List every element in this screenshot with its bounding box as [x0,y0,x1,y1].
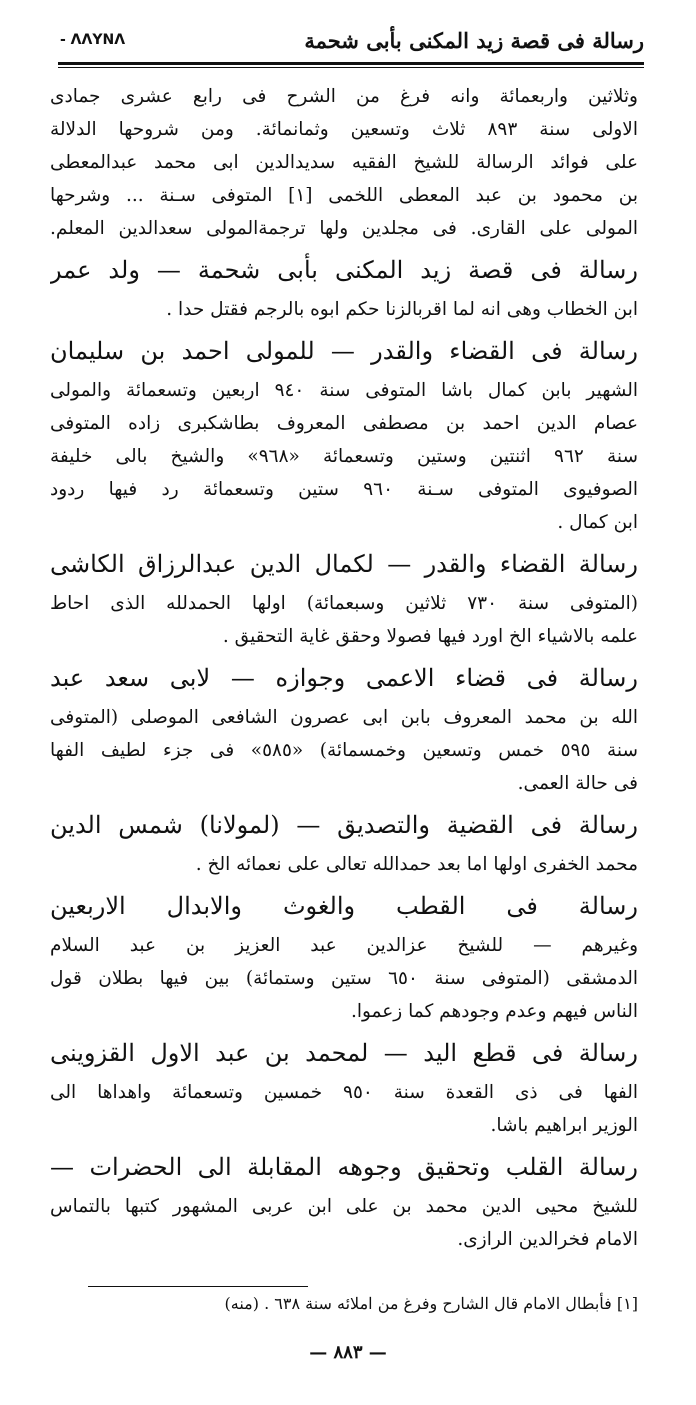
text-line: الناس فيهم وعدم وجودهم كما زعموا. [350,1001,638,1022]
footnote: [١] فأبطال الامام قال الشارح وفرغ من املائه سنة ٦٣٨ . (منه) [224,1294,638,1313]
entry-qutb-ghawth [50,883,638,1028]
entry-zayd [50,247,638,326]
text-line: سنة ٥٩٥ خمس وتسعين وخمسمائة) «٥٨٥» فى جزء لطيف الفها [50,740,638,761]
entry-qada-aama [50,655,638,800]
entry-continuation [50,80,638,245]
entry-heading: رسالة فى قطع اليد — لمحمد بن عبد الاول القزوينى [50,1039,638,1067]
text-line: الاولى سنة ٨٩٣ ثلاث وتسعين وثمانمائة. ومن شروحها الدلالة [50,119,638,140]
body-text [50,80,638,1258]
entry-heading: رسالة فى قصة زيد المكنى بأبى شحمة — ولد عمر [50,256,638,284]
entry-qada-qadar-2 [50,541,638,653]
page-number: — ٨٨٣ — [309,1342,387,1363]
running-title: رسالة فى قصة زيد المكنى بأبى شحمة [304,28,644,53]
entry-heading: رسالة فى القضية والتصديق — (لمولانا) شمس الدين [50,811,638,839]
text-line: علمه بالاشياء الخ اورد فيها فصولا وحقق غاية التحقيق . [222,626,638,647]
text-line: وثلاثين واربعمائة وانه فرغ من الشرح فى رابع عشرى جمادى [50,86,638,107]
text-line: على فوائد الرسالة للشيخ الفقيه سديدالدين ابى محمد عبدالمعطى [50,152,638,173]
entry-heading: رسالة فى قضاء الاعمى وجوازه — لابى سعد عبد [50,664,638,692]
header-rule-thin [58,67,644,68]
header-rule-thick [58,62,644,65]
entry-qalb [50,1144,638,1256]
entry-heading: رسالة فى القضاء والقدر — للمولى احمد بن سليمان [50,337,638,365]
text-line: (المتوفى سنة ٧٣٠ ثلاثين وسبعمائة) اولها الحمدلله الذى احاط [50,593,638,614]
text-line: ابن الخطاب وهى انه لما اقربالزنا حكم ابوه بالرجم فقتل حدا . [166,299,638,320]
text-line: محمد الخفرى اولها اما بعد حمدالله تعالى على نعمائه الخ . [195,854,638,875]
entry-qadiyya-tasdiq [50,802,638,881]
text-line: عصام الدين احمد بن مصطفى المعروف بطاشكبرى زاده المتوفى [50,413,638,434]
text-line: الوزير ابراهيم باشا. [490,1115,638,1136]
entry-heading: رسالة فى القطب والغوث والابدال الاربعين [50,892,638,920]
running-head [58,26,644,60]
entry-qat-al-yad [50,1030,638,1142]
entry-heading: رسالة القلب وتحقيق وجوهه المقابلة الى الحضرات — [50,1153,638,1181]
text-line: سنة ٩٦٢ اثنتين وستين وتسعمائة «٩٦٨» والشيخ بالى خليفة [50,446,638,467]
running-folio: - ΛΛΥΝΛ [60,32,126,48]
text-line: الدمشقى (المتوفى سنة ٦٥٠ ستين وستمائة) بين فيها بطلان قول [50,968,638,989]
text-line: للشيخ محيى الدين محمد بن على ابن عربى المشهور كتبها بالتماس [50,1196,638,1217]
entry-qada-qadar-1 [50,328,638,539]
entry-heading: رسالة القضاء والقدر — لكمال الدين عبدالرزاق الكاشى [50,550,638,578]
text-line: الصوفيوى المتوفى سـنة ٩٦٠ ستين وتسعمائة رد فيها ردود [50,479,638,500]
footnote-rule [88,1286,308,1287]
text-line: الشهير بابن كمال باشا المتوفى سنة ٩٤٠ اربعين وتسعمائة والمولى [50,380,638,401]
text-line: الامام فخرالدين الرازى. [457,1229,638,1250]
text-line: وغيرهم — للشيخ عزالدين عبد العزيز بن عبد السلام [50,935,638,956]
text-line: بن محمود بن عبد المعطى اللخمى [١] المتوفى سـنة ... وشرحها [50,185,638,206]
text-line: ابن كمال . [557,512,638,533]
text-line: الفها فى ذى القعدة سنة ٩٥٠ خمسين وتسعمائة واهداها الى [50,1082,638,1103]
text-line: فى حالة العمى. [517,773,638,794]
text-line: المولى على القارى. فى مجلدين ولها ترجمةالمولى سعدالدين المعلم. [50,218,638,239]
text-line: الله بن محمد المعروف بابن ابى عصرون الشافعى الموصلى (المتوفى [50,707,638,728]
